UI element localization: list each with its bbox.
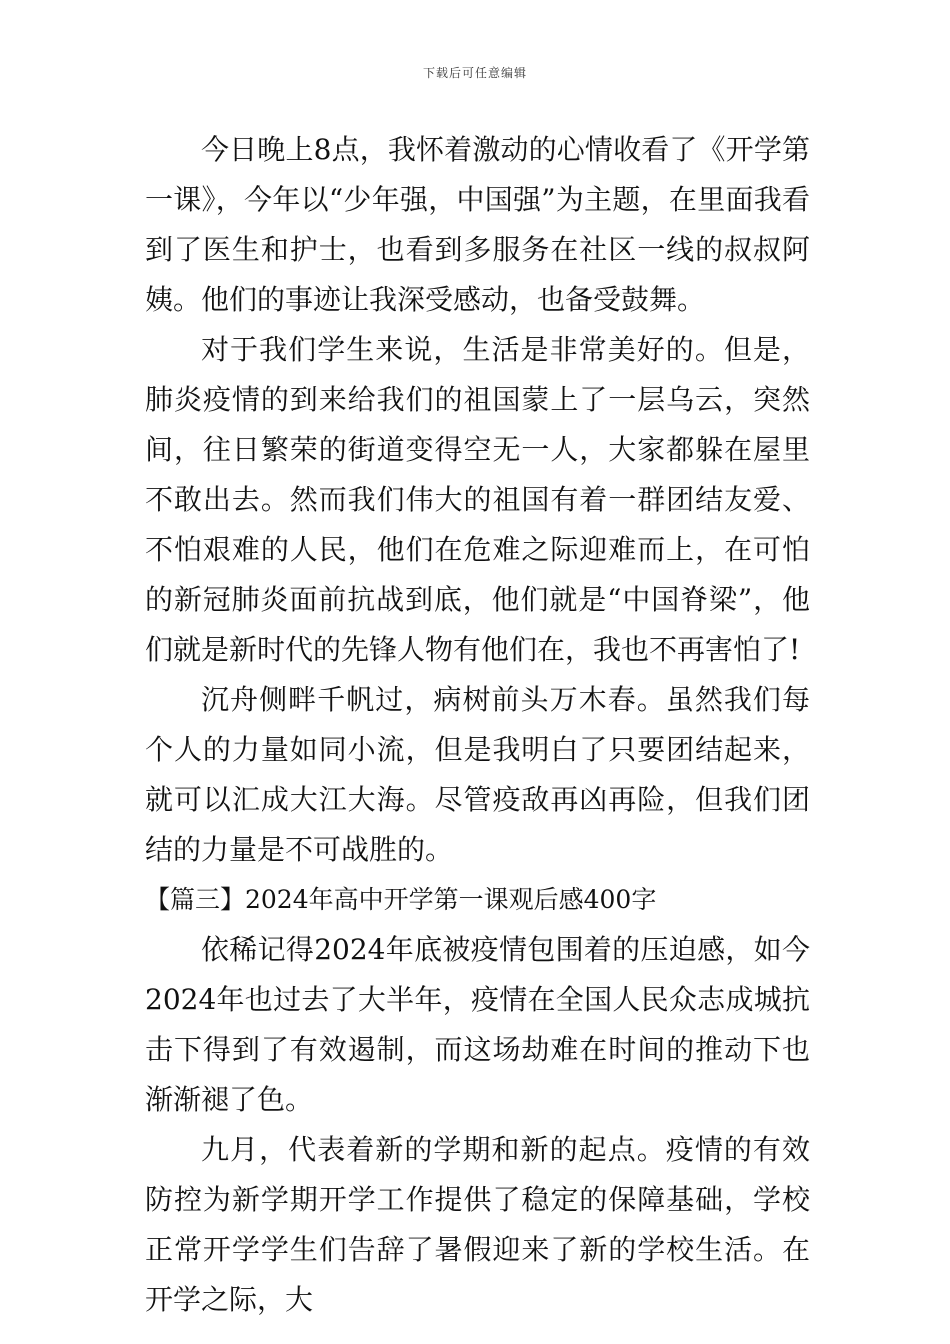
paragraph-3: 沉舟侧畔千帆过，病树前头万木春。虽然我们每个人的力量如同小流，但是我明白了只要团结起来，就可以汇成大江大海。尽管疫敌再凶再险，但我们团结的力量是不可战胜的。 bbox=[145, 683, 810, 866]
paragraph-1: 今日晚上8点，我怀着激动的心情收看了《开学第一课》，今年以“少年强，中国强”为主题，在里面我看到了医生和护士，也看到多服务在社区一线的叔叔阿姨。他们的事迹让我深受感动，也备受鼓舞。 bbox=[145, 133, 810, 316]
section-paragraph-1: 依稀记得2024年底被疫情包围着的压迫感，如今2024年也过去了大半年，疫情在全国人民众志成城抗击下得到了有效遏制，而这场劫难在时间的推动下也渐渐褪了色。 bbox=[145, 933, 810, 1116]
section-paragraph-2: 九月，代表着新的学期和新的起点。疫情的有效防控为新学期开学工作提供了稳定的保障基础，学校正常开学学生们告辞了暑假迎来了新的学校生活。在开学之际，大 bbox=[145, 1133, 810, 1316]
page-header-note: 下载后可任意编辑 bbox=[422, 66, 527, 80]
document-body bbox=[145, 125, 810, 1325]
section-heading: 【篇三】2024年高中开学第一课观后感400字 bbox=[145, 885, 657, 914]
paragraph-2: 对于我们学生来说，生活是非常美好的。但是，肺炎疫情的到来给我们的祖国蒙上了一层乌云，突然间，往日繁荣的街道变得空无一人，大家都躲在屋里不敢出去。然而我们伟大的祖国有着一群团结友爱、不怕艰难的人民，他们在危难之际迎难而上，在可怕的新冠肺炎面前抗战到底，他们就是“中国脊梁”，他们就是新时代的先锋人物有他们在，我也不再害怕了! bbox=[145, 333, 810, 666]
